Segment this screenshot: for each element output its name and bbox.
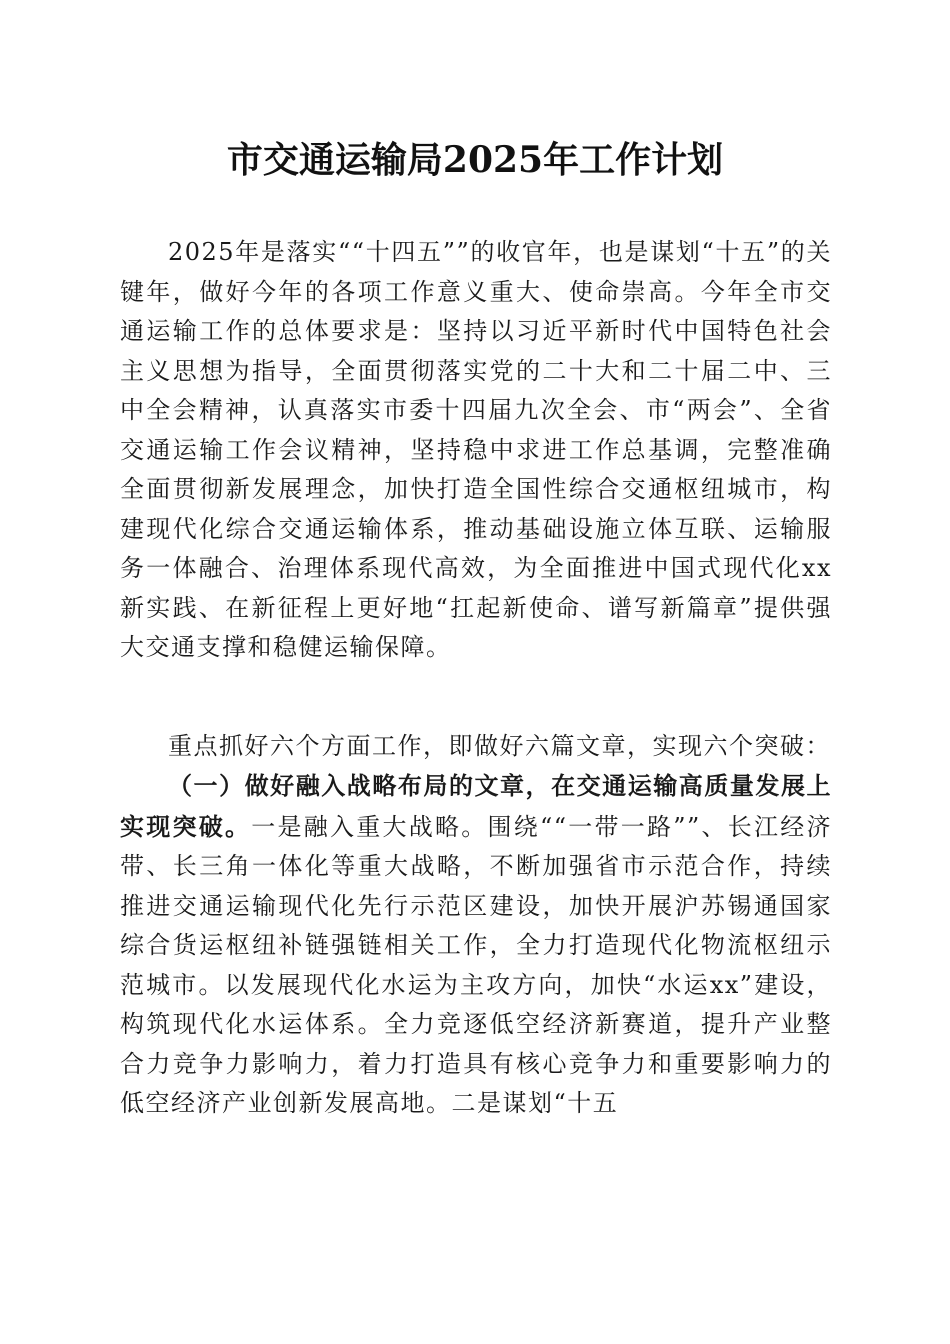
summary-paragraph: 重点抓好六个方面工作，即做好六篇文章，实现六个突破： [168,732,831,760]
intro-paragraph: 2025年是落实““十四五””的收官年，也是谋划“十五”的关键年，做好今年的各项工作意义重大、使命崇高。今年全市交通运输工作的总体要求是：坚持以习近平新时代中国特色社会主义思想为指导，全面贯彻落实党的二十大和二十届二中、三中全会精神，认真落实市委十四届九次全会、市“两会”、全省交通运输工作会议精神，坚持稳中求进工作总基调，完整准确全面贯彻新发展理念，加快打造全国性综合交通枢纽城市，构建现代化综合交通运输体系，推动基础设施立体互联、运输服务一体融合、治理体系现代高效，为全面推进中国式现代化xx新实践、在新征程上更好地“扛起新使命、谱写新篇章”提供强大交通支撑和稳健运输保障。 [120,238,832,661]
section-1-paragraph [120,766,832,1124]
section-1-heading: （一）做好融入战略布局的文章，在交通运输高质量发展上实现突破。 [120,771,832,841]
page-title: 市交通运输局2025年工作计划 [226,139,724,181]
section-1-body: 一是融入重大战略。围绕““一带一路””、长江经济带、长三角一体化等重大战略，不断加强省市示范合作，持续推进交通运输现代化先行示范区建设，加快开展沪苏锡通国家综合货运枢纽补链强链相关工作，全力打造现代化物流枢纽示范城市。以发展现代化水运为主攻方向，加快“水运xx”建设，构筑现代化水运体系。全力竞逐低空经济新赛道，提升产业整合力竞争力影响力，着力打造具有核心竞争力和重要影响力的低空经济产业创新发展高地。二是谋划“十五 [120,812,833,1117]
